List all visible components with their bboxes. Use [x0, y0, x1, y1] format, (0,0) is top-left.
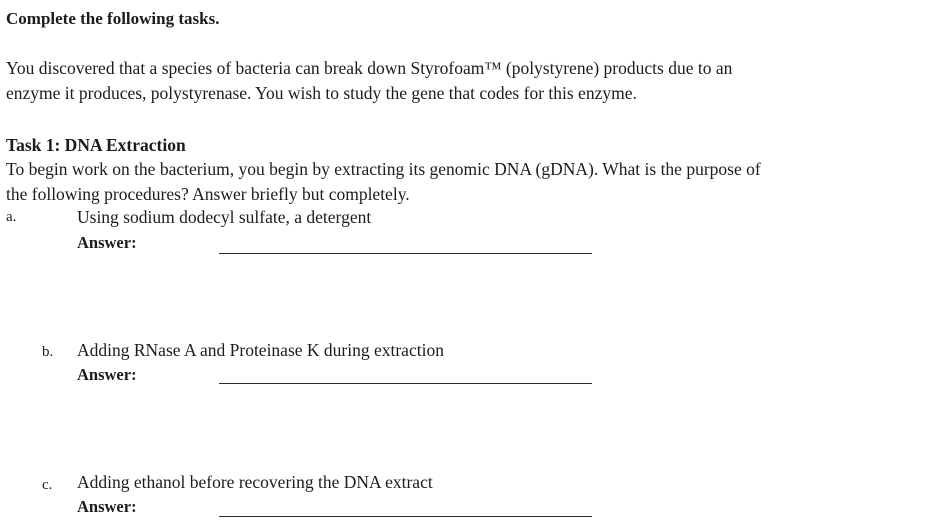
task-1-prompt-line-1: To begin work on the bacterium, you begin by extracting its genomic DNA (gDNA). What is the purpose of	[6, 159, 761, 179]
intro-line-2: enzyme it produces, polystyrenase. You wish to study the gene that codes for this enzyme.	[6, 83, 637, 103]
intro-line-1: You discovered that a species of bacteria can break down Styrofoam™ (polystyrene) products due to an	[6, 58, 733, 78]
item-c-answer-label: Answer:	[77, 497, 137, 516]
item-c-marker: c.	[42, 477, 53, 493]
item-a-marker: a.	[6, 209, 17, 225]
item-a-answer-label: Answer:	[77, 233, 137, 252]
item-b-marker: b.	[42, 344, 54, 360]
item-b-answer-line[interactable]	[219, 383, 592, 384]
page-heading: Complete the following tasks.	[6, 9, 220, 28]
item-a-text: Using sodium dodecyl sulfate, a detergent	[77, 207, 372, 227]
item-c-text: Adding ethanol before recovering the DNA extract	[77, 472, 433, 492]
item-c-answer-line[interactable]	[219, 516, 592, 517]
task-1-title: Task 1: DNA Extraction	[6, 135, 186, 155]
task-1-prompt-line-2: the following procedures? Answer briefly but completely.	[6, 184, 410, 204]
item-b-answer-label: Answer:	[77, 365, 137, 384]
item-b-text: Adding RNase A and Proteinase K during extraction	[77, 340, 444, 360]
item-a-answer-line[interactable]	[219, 253, 592, 254]
